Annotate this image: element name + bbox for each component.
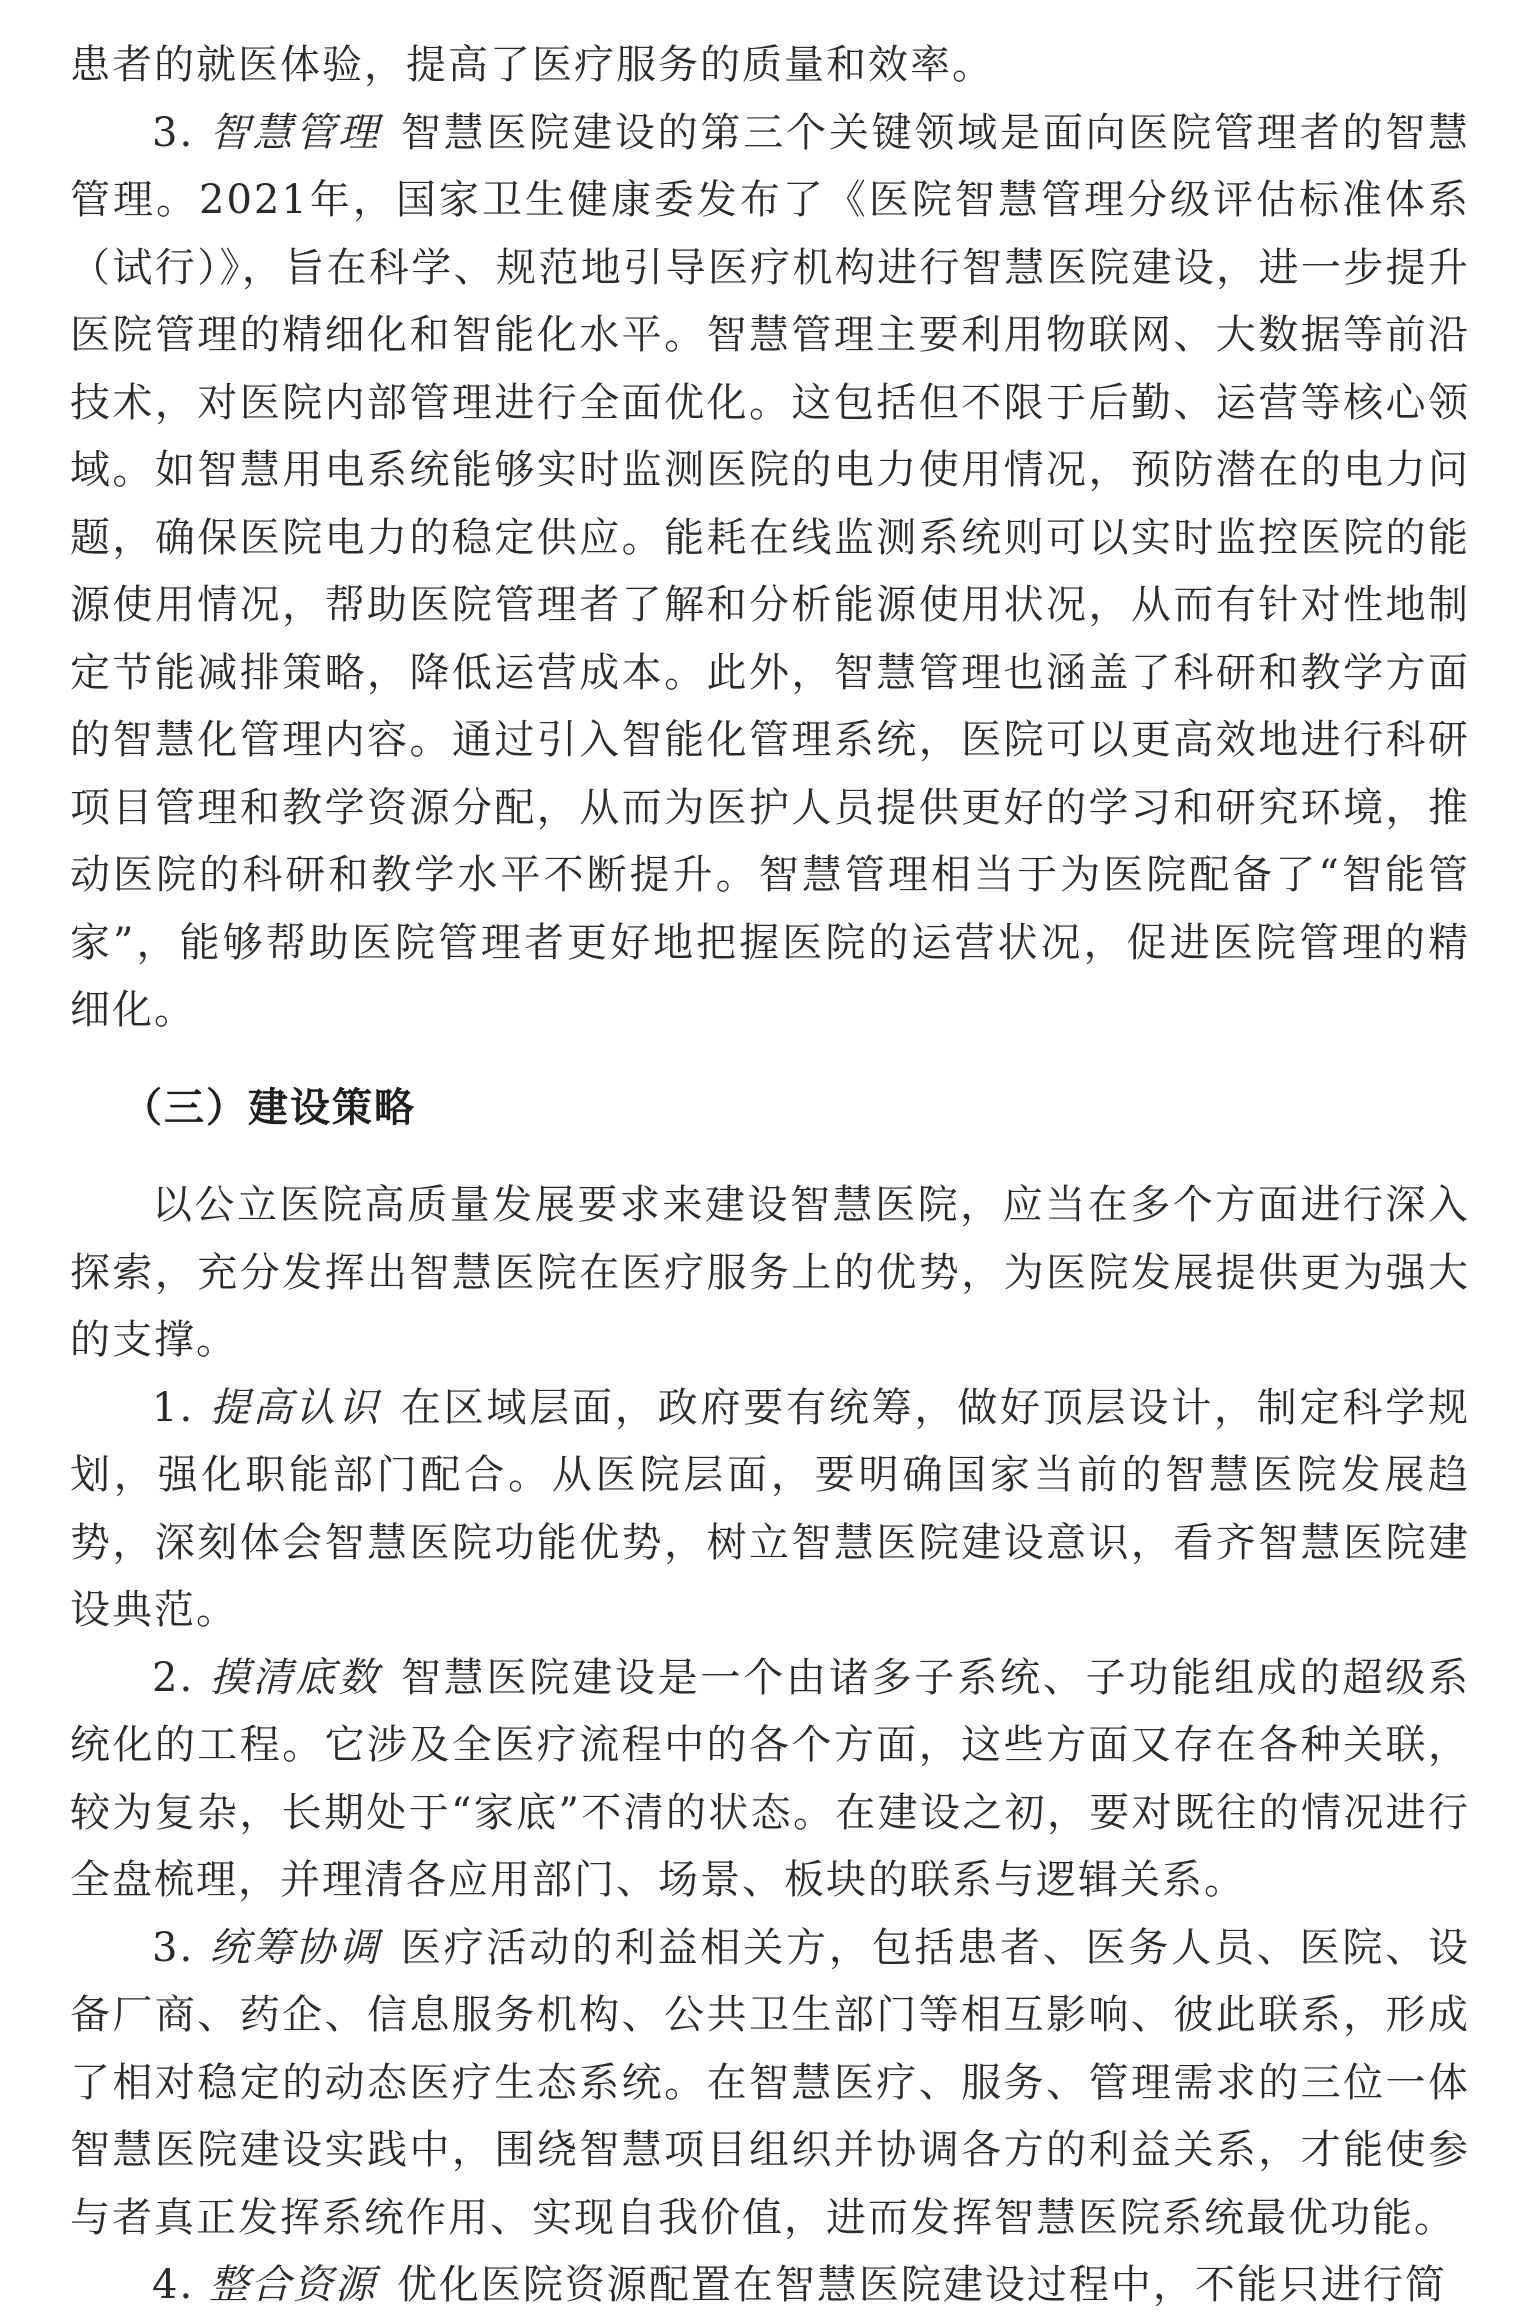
item-text: 优化医院资源配置在智慧医院建设过程中，不能只进行简: [396, 2262, 1447, 2308]
paragraph-coordination: [70, 1915, 1470, 2253]
item-keyword: 智慧管理: [209, 109, 381, 156]
item-keyword: 统筹协调: [209, 1924, 381, 1971]
item-keyword: 提高认识: [209, 1384, 381, 1431]
paragraph-intro: 以公立医院高质量发展要求来建设智慧医院，应当在多个方面进行深入探索，充分发挥出智慧医院在医疗服务上的优势，为医院发展提供更为强大的支撑。: [70, 1182, 1470, 1363]
paragraph-integrate-resources: [70, 2252, 1470, 2320]
item-number: 3.: [152, 1924, 195, 1971]
item-text: 智慧医院建设是一个由诸多子系统、子功能组成的超级系统化的工程。它涉及全医疗流程中的各个方面，这些方面又存在各种关联，较为复杂，长期处于“家底”不清的状态。在建设之初，要对既往的情况进行全盘梳理，并理清各应用部门、场景、板块的联系与逻辑关系。: [70, 1654, 1470, 1903]
item-text: 医疗活动的利益相关方，包括患者、医务人员、医院、设备厂商、药企、信息服务机构、公共卫生部门等相互影响、彼此联系，形成了相对稳定的动态医疗生态系统。在智慧医疗、服务、管理需求的三位一体智慧医院建设实践中，围绕智慧项目组织并协调各方的利益关系，才能使参与者真正发挥系统作用、实现自我价值，进而发挥智慧医院系统最优功能。: [70, 1924, 1470, 2241]
item-keyword: 整合资源: [208, 2262, 377, 2308]
item-number: 3.: [152, 109, 195, 156]
item-text: 在区域层面，政府要有统筹，做好顶层设计，制定科学规划，强化职能部门配合。从医院层面，要明确国家当前的智慧医院发展趋势，深刻体会智慧医院功能优势，树立智慧医院建设意识，看齐智慧医院建设典范。: [70, 1384, 1470, 1633]
section-heading: （三）建设策略: [122, 1084, 416, 1131]
paragraph-continuation: 患者的就医体验，提高了医疗服务的质量和效率。: [70, 42, 994, 88]
item-keyword: 摸清底数: [209, 1654, 381, 1701]
item-number: 4.: [152, 2262, 195, 2308]
document-page: [70, 32, 1470, 2320]
paragraph-raise-awareness: [70, 1375, 1470, 1645]
paragraph-assess-baseline: [70, 1645, 1470, 1915]
paragraph-smart-management: [70, 100, 1470, 1045]
item-text: 智慧医院建设的第三个关键领域是面向医院管理者的智慧管理。2021年，国家卫生健康委发布了《医院智慧管理分级评估标准体系（试行）》，旨在科学、规范地引导医疗机构进行智慧医院建设，进一步提升医院管理的精细化和智能化水平。智慧管理主要利用物联网、大数据等前沿技术，对医院内部管理进行全面优化。这包括但不限于后勤、运营等核心领域。如智慧用电系统能够实时监测医院的电力使用情况，预防潜在的电力问题，确保医院电力的稳定供应。能耗在线监测系统则可以实时监控医院的能源使用情况，帮助医院管理者了解和分析能源使用状况，从而有针对性地制定节能减排策略，降低运营成本。此外，智慧管理也涵盖了科研和教学方面的智慧化管理内容。通过引入智能化管理系统，医院可以更高效地进行科研项目管理和教学资源分配，从而为医护人员提供更好的学习和研究环境，推动医院的科研和教学水平不断提升。智慧管理相当于为医院配备了“智能管家”，能够帮助医院管理者更好地把握医院的运营状况，促进医院管理的精细化。: [70, 109, 1470, 1033]
item-number: 1.: [152, 1384, 195, 1431]
item-number: 2.: [152, 1654, 195, 1701]
